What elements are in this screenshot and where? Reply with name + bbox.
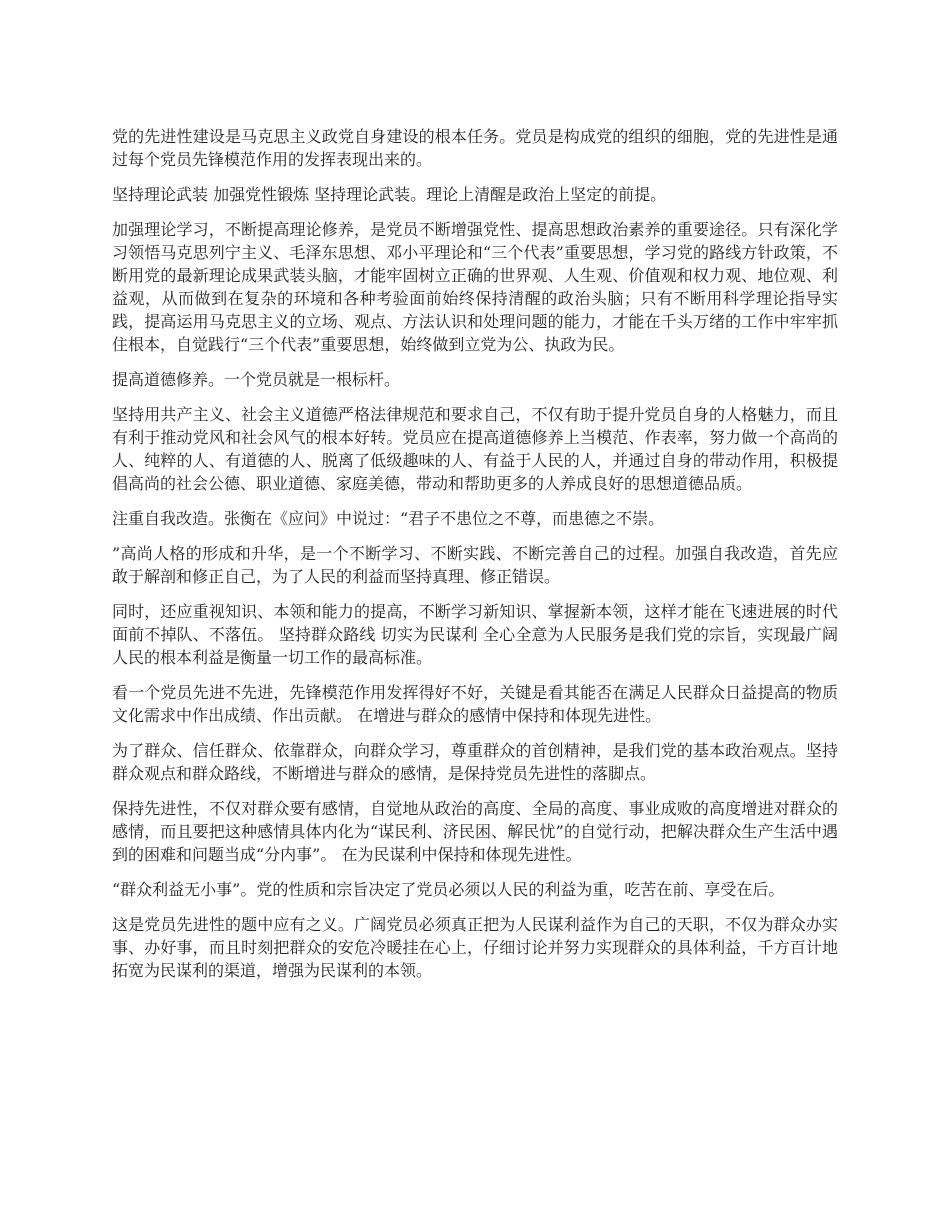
paragraph-3: 加强理论学习，不断提高理论修养，是党员不断增强党性、提高思想政治素养的重要途径。只有深化学习领悟马克思列宁主义、毛泽东思想、邓小平理论和“三个代表”重要思想，学习党的路线方针政策，不断用党的最新理论成果武装头脑，才能牢固树立正确的世界观、人生观、价值观和权力观、地位观、利益观，从而做到在复杂的环境和各种考验面前始终保持清醒的政治头脑；只有不断用科学理论指导实践，提高运用马克思主义的立场、观点、方法认识和处理问题的能力，才能在千头万绪的工作中牢牢抓住根本，自觉践行“三个代表”重要思想，始终做到立党为公、执政为民。 bbox=[112, 220, 838, 354]
paragraph-11: 保持先进性，不仅对群众要有感情，自觉地从政治的高度、全局的高度、事业成败的高度增进对群众的感情，而且要把这种感情具体内化为“谋民利、济民困、解民忧”的自觉行动，把解决群众生产生活中遇到的困难和问题当成“分内事”。 在为民谋利中保持和体现先进性。 bbox=[112, 799, 838, 864]
paragraph-6: 注重自我改造。张衡在《应问》中说过：“君子不患位之不尊，而患德之不崇。 bbox=[112, 509, 665, 528]
paragraph-10: 为了群众、信任群众、依靠群众，向群众学习，尊重群众的首创精神，是我们党的基本政治观点。坚持群众观点和群众路线，不断增进与群众的感情，是保持党员先进性的落脚点。 bbox=[112, 741, 838, 783]
document-body bbox=[112, 125, 838, 994]
paragraph-13: 这是党员先进性的题中应有之义。广阔党员必须真正把为人民谋利益作为自己的天职，不仅为群众办实事、办好事，而且时刻把群众的安危冷暖挂在心上，仔细讨论并努力实现群众的具体利益，千方百计地拓宽为民谋利的渠道，增强为民谋利的本领。 bbox=[112, 915, 838, 980]
paragraph-1: 党的先进性建设是马克思主义政党自身建设的根本任务。党员是构成党的组织的细胞，党的先进性是通过每个党员先锋模范作用的发挥表现出来的。 bbox=[112, 127, 838, 169]
paragraph-8: 同时，还应重视知识、本领和能力的提高，不断学习新知识、掌握新本领，这样才能在飞速进展的时代面前不掉队、不落伍。 坚持群众路线 切实为民谋利 全心全意为人民服务是我们党的宗旨，实现最广阔人民的根本利益是衡量一切工作的最高标准。 bbox=[112, 602, 838, 667]
paragraph-2: 坚持理论武装 加强党性锻炼 坚持理论武装。理论上清醒是政治上坚定的前提。 bbox=[112, 185, 667, 204]
paragraph-4: 提高道德修养。一个党员就是一根标杆。 bbox=[112, 370, 401, 389]
paragraph-9: 看一个党员先进不先进，先锋模范作用发挥得好不好，关键是看其能否在满足人民群众日益提高的物质文化需求中作出成绩、作出贡献。 在增进与群众的感情中保持和体现先进性。 bbox=[112, 683, 838, 725]
paragraph-12: “群众利益无小事”。党的性质和宗旨决定了党员必须以人民的利益为重，吃苦在前、享受在后。 bbox=[112, 880, 785, 899]
paragraph-7: ”高尚人格的形成和升华，是一个不断学习、不断实践、不断完善自己的过程。加强自我改造，首先应敢于解剖和修正自己，为了人民的利益而坚持真理、修正错误。 bbox=[112, 544, 838, 586]
paragraph-5: 坚持用共产主义、社会主义道德严格法律规范和要求自己，不仅有助于提升党员自身的人格魅力，而且有利于推动党风和社会风气的根本好转。党员应在提高道德修养上当模范、作表率，努力做一个高尚的人、纯粹的人、有道德的人、脱离了低级趣味的人、有益于人民的人，并通过自身的带动作用，积极提倡高尚的社会公德、职业道德、家庭美德，带动和帮助更多的人养成良好的思想道德品质。 bbox=[112, 405, 838, 493]
